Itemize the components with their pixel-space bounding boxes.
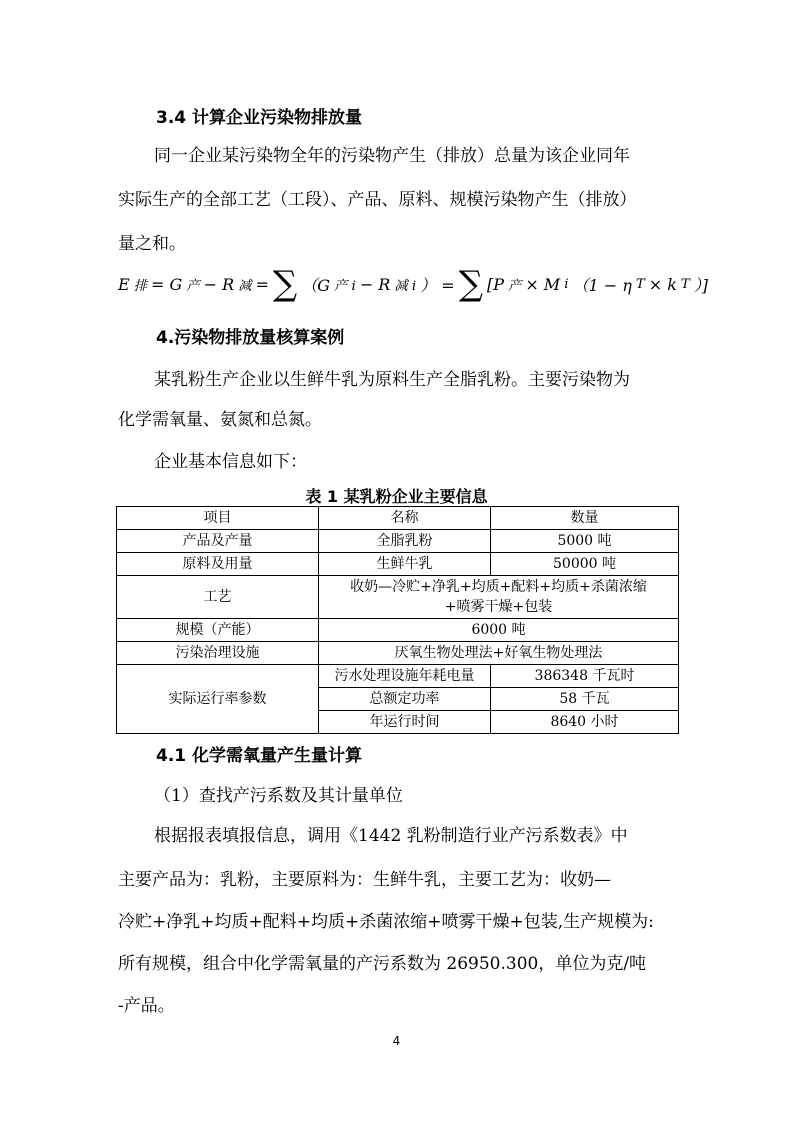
paragraph-line: 量之和。 <box>118 234 186 254</box>
table-cell: 收奶—冷贮+净乳+均质+配料+均质+杀菌浓缩+喷雾干燥+包装 <box>319 576 679 619</box>
table-cell: 全脂乳粉 <box>319 530 491 553</box>
formula-sub: 产 <box>186 278 200 294</box>
formula-sub: 产 i <box>333 278 356 294</box>
paragraph-line: 根据报表填报信息，调用《1442 乳粉制造行业产污系数表》中 <box>154 826 628 846</box>
section-4-heading: 4.污染物排放量核算案例 <box>156 328 345 348</box>
table-header-cell: 名称 <box>319 507 491 530</box>
paragraph-line: （1）查找产污系数及其计量单位 <box>154 786 403 806</box>
table-cell: 厌氧生物处理法+好氧生物处理法 <box>319 642 679 665</box>
formula-part: ）] <box>693 275 709 295</box>
formula-part: = G <box>151 274 183 294</box>
table-caption: 表 1 某乳粉企业主要信息 <box>305 487 488 506</box>
table-cell: 5000 吨 <box>491 530 679 553</box>
table-cell: 50000 吨 <box>491 553 679 576</box>
formula-sub: 产 <box>507 278 522 294</box>
table-cell: 污染治理设施 <box>117 642 319 665</box>
paragraph-line: 化学需氧量、氨氮和总氮。 <box>118 410 322 430</box>
paragraph-line: 冷贮+净乳+均质+配料+均质+杀菌浓缩+喷雾干燥+包装,生产规模为: <box>118 912 654 932</box>
formula-part: − R <box>203 274 235 294</box>
summation-sign: ∑ <box>458 264 483 304</box>
table-cell: 总额定功率 <box>319 688 491 711</box>
paragraph-line: 主要产品为：乳粉，主要原料为：生鲜牛乳，主要工艺为：收奶— <box>118 870 611 890</box>
paragraph-line: 同一企业某污染物全年的污染物产生（排放）总量为该企业同年 <box>154 146 630 166</box>
paragraph-line: -产品。 <box>118 996 175 1016</box>
formula-part: [P <box>486 274 504 294</box>
table-cell: 6000 吨 <box>319 619 679 642</box>
table-cell: 实际运行率参数 <box>117 665 319 734</box>
formula-part: E <box>118 274 130 294</box>
summation-sign: ∑ <box>272 264 298 304</box>
table-row <box>117 553 679 576</box>
table-cell: 污水处理设施年耗电量 <box>319 665 491 688</box>
enterprise-info-table <box>116 506 679 734</box>
table-cell: 386348 千瓦时 <box>491 665 679 688</box>
formula-sub: 减 i <box>394 278 417 294</box>
formula-sub: T <box>635 276 645 292</box>
table-cell: 规模（产能） <box>117 619 319 642</box>
table-cell: 年运行时间 <box>319 711 491 734</box>
table-header-cell: 数量 <box>491 507 679 530</box>
formula-part: × k <box>648 274 677 294</box>
table-row <box>117 665 679 688</box>
formula-part: × M <box>525 274 561 294</box>
section-4-1-heading: 4.1 化学需氧量产生量计算 <box>156 746 363 766</box>
table-cell: 产品及产量 <box>117 530 319 553</box>
table-row <box>117 576 679 619</box>
table-row <box>117 530 679 553</box>
formula-part: − R <box>359 274 391 294</box>
table-row <box>117 619 679 642</box>
formula-sub: 减 <box>238 278 252 294</box>
paragraph-line: 实际生产的全部工艺（工段）、产品、原料、规模污染物产生（排放） <box>118 190 637 210</box>
emission-formula <box>118 264 709 304</box>
paragraph-line: 某乳粉生产企业以生鲜牛乳为原料生产全脂乳粉。主要污染物为 <box>154 370 630 390</box>
page-number: 4 <box>392 1034 401 1048</box>
formula-part: = <box>255 274 269 294</box>
table-row <box>117 642 679 665</box>
table-header-cell: 项目 <box>117 507 319 530</box>
section-3-4-heading: 3.4 计算企业污染物排放量 <box>156 108 363 128</box>
formula-sub: T <box>680 276 690 292</box>
formula-part: ） = <box>420 275 455 295</box>
formula-part: （1 − η <box>572 275 632 295</box>
table-cell: 生鲜牛乳 <box>319 553 491 576</box>
table-cell: 58 千瓦 <box>491 688 679 711</box>
paragraph-line: 所有规模，组合中化学需氧量的产污系数为 26950.300，单位为克/吨 <box>118 954 647 974</box>
table-row <box>117 507 679 530</box>
table-cell: 8640 小时 <box>491 711 679 734</box>
formula-part: （G <box>301 275 330 295</box>
formula-sub: i <box>564 276 569 292</box>
table-cell: 工艺 <box>117 576 319 619</box>
table-cell: 原料及用量 <box>117 553 319 576</box>
paragraph-line: 企业基本信息如下： <box>154 452 307 472</box>
formula-sub: 排 <box>133 278 148 294</box>
